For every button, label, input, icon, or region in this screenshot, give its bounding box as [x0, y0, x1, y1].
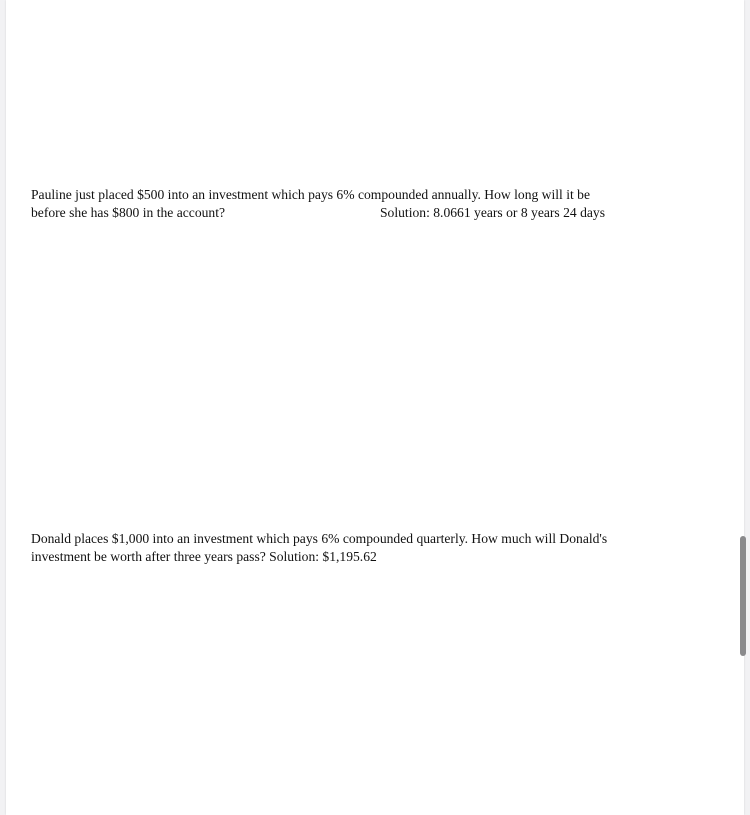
- scrollbar-thumb[interactable]: [740, 536, 746, 656]
- problem-pauline: [31, 186, 661, 222]
- vertical-scrollbar[interactable]: [738, 0, 750, 815]
- solution-text: Solution: 8.0661 years or 8 years 24 days: [380, 205, 606, 220]
- problem-text-line: Pauline just placed $500 into an investment which pays 6% compounded annually. How long will it be: [31, 187, 591, 202]
- problem-text-line: Donald places $1,000 into an investment which pays 6% compounded quarterly. How much will Donald's: [31, 531, 608, 546]
- document-page: [6, 0, 744, 815]
- problem-donald: [31, 530, 661, 566]
- problem-text-line-2: [31, 204, 661, 222]
- problem-text-line-2: investment be worth after three years pass? Solution: $1,195.62: [31, 549, 377, 564]
- problem-question-end: before she has $800 in the account?: [31, 205, 226, 220]
